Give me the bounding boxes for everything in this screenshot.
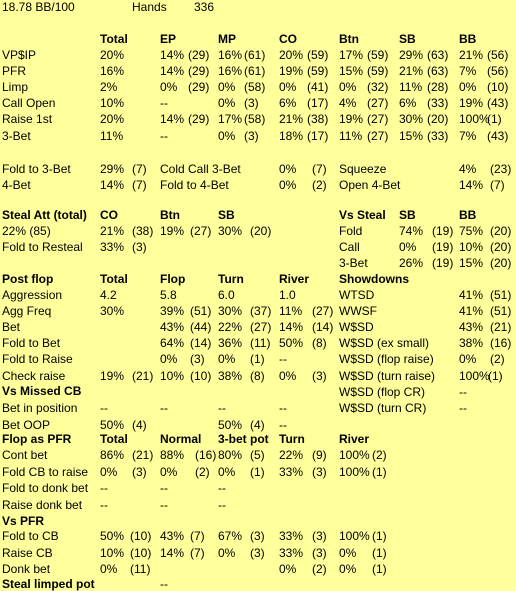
stat-value: -- [160, 96, 168, 111]
stat-sample: (3) [244, 128, 259, 143]
flop-pfr-label: Fold to donk bet [2, 481, 89, 495]
stat-value: 7% [459, 64, 477, 79]
stat-sample: (43) [487, 128, 509, 143]
postflop-flop-sample: (14) [190, 336, 212, 351]
vs-missed-label: Bet in position [2, 401, 78, 415]
misc-label: Fold to 3-Bet [2, 162, 71, 176]
bb100-value: 18.78 BB/100 [2, 0, 75, 14]
vs-steal-bb-sample: (20) [490, 224, 512, 238]
vs-pfr-sample: (3) [312, 529, 327, 543]
vs-steal-sb-sample: (19) [432, 224, 454, 238]
stat-sample: (59) [367, 48, 389, 62]
postflop-flop-value: 5.8 [160, 288, 177, 302]
postflop-river-value: 50% [279, 336, 304, 351]
stat-sample: (29) [188, 112, 210, 127]
row-total: 10% [100, 96, 125, 111]
flop-pfr-sample: (21) [132, 448, 154, 462]
vs-pfr-value: 14% [160, 545, 185, 560]
vs-pfr-title: Vs PFR [2, 514, 45, 528]
row-total: 20% [100, 48, 125, 62]
flop-pfr-header: River [339, 432, 370, 446]
header-btn: Btn [339, 32, 359, 46]
misc-value: 0% [279, 178, 297, 192]
stat-sample: (58) [244, 112, 266, 127]
vs-pfr-value: 50% [100, 529, 125, 543]
row-label: Raise 1st [2, 112, 53, 127]
stat-value: 0% [459, 80, 477, 95]
steal-header: SB [399, 208, 416, 222]
showdown-label: W$SD [339, 320, 374, 335]
vs-pfr-sample: (1) [372, 545, 387, 560]
flop-pfr-header: Total [100, 432, 128, 446]
vs-steal-bb-sample: (20) [490, 256, 512, 270]
flop-pfr-sample: (1) [250, 464, 265, 479]
stat-sample: (3) [244, 96, 259, 111]
stat-value: 11% [399, 80, 423, 95]
vs-steal-bb-sample: (20) [490, 240, 512, 254]
stat-sample: (29) [188, 48, 210, 62]
row-total: 16% [100, 64, 125, 79]
postflop-turn-value: 22% [218, 320, 243, 335]
postflop-header: Flop [160, 272, 186, 286]
flop-pfr-sample: (16) [195, 448, 217, 462]
vs-pfr-value: 67% [218, 529, 243, 543]
flop-pfr-sample: (2) [195, 464, 210, 479]
postflop-label: Fold to Raise [2, 352, 73, 367]
postflop-turn-value: 30% [218, 304, 243, 319]
stat-value: 19% [459, 96, 484, 111]
showdown-value: 100% [459, 368, 490, 383]
vs-missed-value: -- [279, 417, 287, 432]
showdown-label: W$SD (flop raise) [339, 352, 434, 367]
stat-sample: (63) [427, 64, 449, 79]
postflop-flop-value: 0% [160, 352, 178, 367]
vs-pfr-value: 100% [339, 529, 370, 543]
showdown-label: W$SD (flop CR) [339, 384, 426, 399]
vs-pfr-value: 0% [100, 562, 118, 576]
misc-sample: (7) [132, 178, 147, 192]
stat-value: 17% [218, 112, 243, 127]
misc-sample: (7) [490, 178, 505, 192]
postflop-river-value: 11% [279, 304, 303, 319]
vs-pfr-sample: (3) [312, 545, 327, 560]
steal-limped-label: Steal limped pot [2, 577, 95, 591]
header-mp: MP [218, 32, 236, 46]
header-co: CO [279, 32, 297, 46]
stat-sample: (20) [427, 112, 449, 127]
flop-pfr-value: 0% [100, 464, 118, 479]
vs-pfr-value: 0% [339, 562, 357, 576]
misc-label: Fold to 4-Bet [160, 178, 229, 192]
postflop-river-value: 0% [279, 368, 297, 383]
postflop-flop-sample: (51) [190, 304, 212, 319]
stat-sample: (29) [188, 64, 210, 79]
flop-pfr-value: -- [160, 497, 168, 512]
postflop-header: Post flop [2, 272, 54, 286]
stat-sample: (38) [307, 112, 329, 127]
flop-pfr-value: 88% [160, 448, 185, 462]
vs-steal-bb-value: 15% [459, 256, 484, 270]
stat-value: 0% [218, 128, 236, 143]
postflop-label: Check raise [2, 368, 66, 383]
flop-pfr-header: 3-bet pot [218, 432, 269, 446]
stat-sample: (59) [307, 48, 329, 62]
header-total: Total [100, 32, 128, 46]
stat-value: 15% [399, 128, 424, 143]
flop-pfr-sample: (3) [132, 464, 147, 479]
postflop-river-sample: (8) [312, 336, 327, 351]
postflop-river-value: 1.0 [279, 288, 296, 302]
row-label: 3-Bet [2, 128, 31, 143]
stat-value: 0% [339, 80, 357, 95]
vs-steal-sb-sample: (19) [432, 240, 454, 254]
vs-steal-label: Fold [339, 224, 363, 238]
showdown-sample: (1) [488, 368, 503, 383]
stat-value: -- [160, 128, 168, 143]
showdown-label: W$SD (turn raise) [339, 368, 436, 383]
stat-value: 0% [279, 80, 297, 95]
stat-value: 4% [339, 96, 357, 111]
steal-limped-value: -- [160, 577, 168, 591]
showdown-label: W$SD (turn CR) [339, 400, 427, 415]
row-label: Limp [2, 80, 29, 95]
postflop-label: Bet [2, 320, 21, 335]
vs-pfr-sample: (11) [130, 562, 151, 576]
showdown-sample: (2) [490, 352, 505, 367]
vs-pfr-sample: (1) [372, 562, 387, 576]
showdown-sample: (51) [490, 288, 512, 302]
postflop-header: River [279, 272, 310, 286]
showdown-label: WTSD [339, 288, 375, 302]
resteal-value: 33% [100, 240, 125, 254]
stat-sample: (41) [307, 80, 329, 95]
vs-pfr-value: 33% [279, 529, 304, 543]
steal-btn-sample: (27) [190, 224, 212, 238]
postflop-header: Showdowns [339, 272, 409, 286]
stat-value: 21% [279, 112, 304, 127]
header-ep: EP [160, 32, 177, 46]
stat-value: 14% [160, 64, 185, 79]
vs-missed-value: -- [100, 401, 108, 415]
postflop-turn-sample: (37) [250, 304, 272, 319]
misc-label: Squeeze [339, 162, 387, 176]
vs-steal-sb-value: 26% [399, 256, 424, 270]
postflop-turn-value: 6.0 [218, 288, 235, 302]
steal-header: Steal Att (total) [2, 208, 87, 222]
postflop-turn-value: 0% [218, 352, 236, 367]
misc-sample: (7) [132, 162, 147, 176]
stat-value: 16% [218, 48, 243, 62]
flop-pfr-value: -- [218, 497, 226, 512]
showdown-sample: (21) [490, 320, 512, 335]
row-label: PFR [2, 64, 26, 79]
resteal-sample: (3) [132, 240, 147, 254]
showdown-value: 38% [459, 336, 484, 351]
postflop-river-sample: (14) [312, 320, 334, 335]
postflop-river-value: 14% [279, 320, 304, 335]
postflop-turn-value: 36% [218, 336, 243, 351]
flop-pfr-header: Normal [160, 432, 202, 446]
vs-steal-bb-value: 75% [459, 224, 484, 238]
postflop-turn-value: 38% [218, 368, 243, 383]
vs-missed-cb-title: Vs Missed CB [2, 384, 82, 398]
flop-pfr-label: Raise donk bet [2, 497, 83, 512]
postflop-river-sample: (3) [312, 368, 327, 383]
postflop-total-value: 30% [100, 304, 125, 319]
stat-sample: (59) [307, 64, 329, 79]
vs-steal-sb-value: 0% [399, 240, 417, 254]
misc-label: Cold Call 3-Bet [160, 162, 241, 176]
stat-sample: (17) [307, 96, 329, 111]
stat-value: 11% [339, 128, 363, 143]
showdown-sample: (51) [490, 304, 512, 319]
showdown-sample: (16) [490, 336, 512, 351]
stat-sample: (33) [427, 128, 449, 143]
stat-sample: (63) [427, 48, 449, 62]
vs-pfr-sample: (7) [190, 529, 205, 543]
misc-value: 29% [100, 162, 125, 176]
postflop-turn-sample: (27) [250, 320, 272, 335]
stat-sample: (27) [367, 96, 389, 111]
vs-missed-value: -- [160, 401, 168, 415]
postflop-total-value: 19% [100, 368, 125, 383]
flop-pfr-sample: (2) [372, 448, 387, 462]
stat-sample: (43) [487, 96, 509, 111]
stat-sample: (27) [367, 112, 389, 127]
flop-pfr-value: 86% [100, 448, 125, 462]
vs-missed-value: -- [279, 401, 287, 415]
vs-pfr-sample: (1) [372, 529, 387, 543]
stat-value: 14% [160, 48, 185, 62]
postflop-flop-sample: (44) [190, 320, 212, 335]
stat-value: 100% [459, 112, 490, 127]
misc-value: 14% [459, 178, 484, 192]
stat-value: 0% [218, 80, 236, 95]
flop-pfr-value: -- [218, 481, 226, 495]
stat-value: 0% [160, 80, 178, 95]
flop-pfr-header: Turn [279, 432, 305, 446]
vs-pfr-value: 10% [100, 545, 125, 560]
vs-steal-sb-value: 74% [399, 224, 424, 238]
flop-pfr-value: 22% [279, 448, 304, 462]
stat-sample: (59) [367, 64, 389, 79]
showdown-value: 41% [459, 304, 484, 319]
steal-sb-sample: (20) [250, 224, 272, 238]
misc-sample: (7) [312, 162, 327, 176]
flop-pfr-label: Fold CB to raise [2, 464, 89, 479]
showdown-value: 41% [459, 288, 484, 302]
stat-value: 6% [279, 96, 297, 111]
row-total: 2% [100, 80, 118, 95]
stat-sample: (29) [188, 80, 210, 95]
row-label: Call Open [2, 96, 56, 111]
postflop-turn-sample: (11) [250, 336, 271, 351]
stat-value: 17% [339, 48, 364, 62]
stat-value: 6% [399, 96, 417, 111]
hands-label: Hands [132, 0, 167, 14]
misc-value: 4% [459, 162, 477, 176]
flop-pfr-label: Cont bet [2, 448, 48, 462]
postflop-river-sample: (27) [312, 304, 334, 319]
row-total: 20% [100, 112, 125, 127]
steal-sb-value: 30% [218, 224, 243, 238]
postflop-label: Agg Freq [2, 304, 52, 319]
misc-label: Open 4-Bet [339, 178, 401, 192]
stat-sample: (17) [307, 128, 329, 143]
header-sb: SB [399, 32, 416, 46]
stat-value: 20% [279, 48, 304, 62]
row-total: 11% [100, 128, 124, 143]
postflop-flop-value: 39% [160, 304, 185, 319]
flop-pfr-sample: (9) [312, 448, 327, 462]
vs-missed-value: 50% [100, 417, 125, 432]
stat-sample: (58) [244, 80, 266, 95]
postflop-header: Total [100, 272, 128, 286]
misc-value: 0% [279, 162, 297, 176]
steal-header: Vs Steal [339, 208, 386, 222]
stat-value: 7% [459, 128, 477, 143]
steal-att-value: 22% (85) [2, 224, 51, 238]
stat-sample: (27) [367, 128, 389, 143]
steal-header: SB [218, 208, 235, 222]
postflop-flop-value: 43% [160, 320, 185, 335]
steal-header: CO [100, 208, 118, 222]
vs-pfr-sample: (10) [130, 529, 152, 543]
postflop-flop-value: 64% [160, 336, 185, 351]
vs-pfr-value: 0% [339, 545, 357, 560]
postflop-label: Fold to Bet [2, 336, 61, 351]
flop-pfr-value: 0% [160, 464, 178, 479]
stat-value: 18% [279, 128, 304, 143]
stat-value: 16% [218, 64, 243, 79]
postflop-flop-sample: (10) [190, 368, 212, 383]
vs-pfr-label: Raise CB [2, 545, 53, 560]
flop-pfr-value: 100% [339, 464, 370, 479]
vs-pfr-value: 0% [279, 562, 297, 576]
flop-pfr-value: 100% [339, 448, 370, 462]
hands-value: 336 [194, 0, 215, 14]
resteal-label: Fold to Resteal [2, 240, 83, 254]
postflop-turn-sample: (1) [250, 352, 265, 367]
vs-pfr-value: 0% [218, 545, 236, 560]
showdown-label: WWSF [339, 304, 377, 319]
flop-pfr-value: 33% [279, 464, 304, 479]
flop-pfr-value: -- [100, 497, 108, 512]
vs-pfr-sample: (3) [250, 545, 265, 560]
postflop-total-sample: (21) [132, 368, 154, 383]
stat-sample: (56) [487, 48, 509, 62]
stat-sample: (28) [427, 80, 449, 95]
vs-steal-label: 3-Bet [339, 256, 368, 270]
stat-sample: (1) [487, 112, 502, 127]
vs-missed-label: Bet OOP [2, 417, 51, 432]
vs-pfr-sample: (10) [130, 545, 152, 560]
misc-label: 4-Bet [2, 178, 31, 192]
steal-header: Btn [160, 208, 180, 222]
stat-value: 29% [399, 48, 424, 62]
flop-pfr-sample: (5) [250, 448, 265, 462]
vs-pfr-label: Donk bet [2, 562, 51, 576]
postflop-header: Turn [218, 272, 244, 286]
stat-sample: (32) [367, 80, 389, 95]
stat-value: 19% [279, 64, 304, 79]
showdown-value: -- [459, 400, 467, 415]
vs-steal-bb-value: 10% [459, 240, 484, 254]
showdown-value: 43% [459, 320, 484, 335]
showdown-value: 0% [459, 352, 477, 367]
vs-pfr-sample: (3) [250, 529, 265, 543]
stat-sample: (33) [427, 96, 449, 111]
vs-missed-sample: (4) [250, 417, 265, 432]
showdown-value: -- [459, 384, 467, 399]
vs-steal-label: Call [339, 240, 360, 254]
stat-sample: (56) [487, 64, 509, 79]
postflop-flop-value: 10% [160, 368, 185, 383]
misc-sample: (23) [490, 162, 512, 176]
steal-co-sample: (38) [132, 224, 154, 238]
stat-sample: (61) [244, 48, 266, 62]
header-bb: BB [459, 32, 477, 46]
vs-pfr-label: Fold to CB [2, 529, 59, 543]
showdown-label: W$SD (ex small) [339, 336, 430, 351]
row-label: VP$IP [2, 48, 37, 62]
stat-sample: (61) [244, 64, 266, 79]
vs-pfr-value: 43% [160, 529, 185, 543]
flop-pfr-header: Flop as PFR [2, 432, 72, 446]
flop-pfr-value: 0% [218, 464, 236, 479]
flop-pfr-value: -- [100, 481, 108, 495]
misc-value: 14% [100, 178, 125, 192]
stat-value: 19% [339, 112, 364, 127]
postflop-turn-sample: (8) [250, 368, 265, 383]
steal-btn-value: 19% [160, 224, 185, 238]
flop-pfr-value: -- [160, 481, 168, 495]
steal-co-value: 21% [100, 224, 125, 238]
postflop-river-value: -- [279, 352, 287, 367]
stat-value: 0% [218, 96, 236, 111]
stat-value: 21% [459, 48, 484, 62]
vs-pfr-sample: (2) [312, 562, 327, 576]
postflop-flop-sample: (3) [190, 352, 205, 367]
postflop-total-value: 4.2 [100, 288, 117, 302]
vs-pfr-sample: (7) [190, 545, 205, 560]
flop-pfr-value: 80% [218, 448, 243, 462]
vs-missed-value: 50% [218, 417, 243, 432]
flop-pfr-sample: (3) [312, 464, 327, 479]
stat-value: 30% [399, 112, 424, 127]
postflop-label: Aggression [2, 288, 63, 302]
stat-value: 21% [399, 64, 424, 79]
vs-steal-sb-sample: (19) [432, 256, 454, 270]
stat-value: 14% [160, 112, 185, 127]
stat-sample: (10) [487, 80, 509, 95]
steal-header: BB [459, 208, 477, 222]
misc-sample: (2) [312, 178, 327, 192]
vs-missed-sample: (4) [132, 417, 147, 432]
flop-pfr-sample: (1) [372, 464, 387, 479]
vs-pfr-value: 33% [279, 545, 304, 560]
stat-value: 15% [339, 64, 364, 79]
vs-missed-value: -- [218, 401, 226, 415]
